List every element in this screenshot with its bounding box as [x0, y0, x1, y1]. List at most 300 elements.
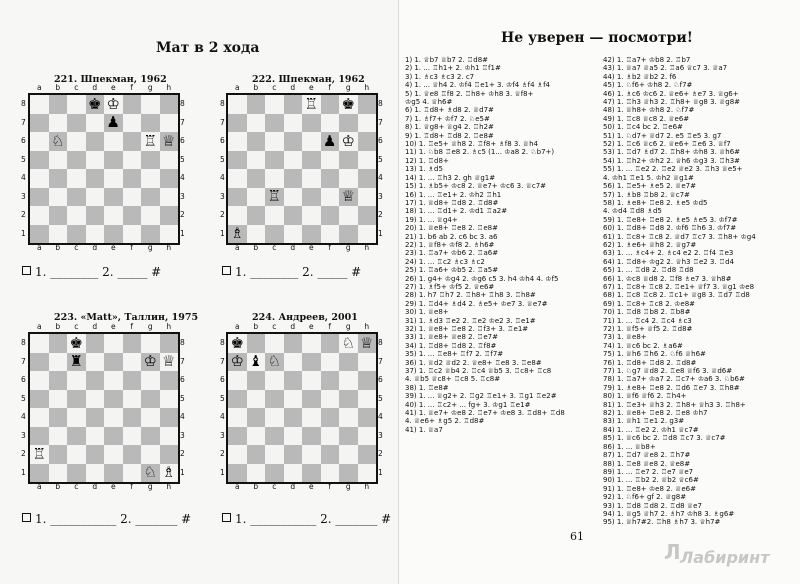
board-square-b7	[49, 114, 68, 133]
rank-label: 6	[180, 136, 185, 145]
rank-labels-right	[180, 95, 185, 243]
board-square-b3	[49, 188, 68, 207]
rank-label: 2	[378, 449, 383, 458]
file-label: g	[345, 83, 351, 92]
board-square-b3	[247, 427, 266, 446]
board-square-a5	[30, 151, 49, 170]
file-label: h	[364, 482, 370, 491]
solution-line: 16) 1. ... ♖e1+ 2. ♔h2 ♖h1	[405, 190, 502, 199]
solution-line: 14) 1. ... ♖h3 2. gh ♕g1#	[405, 173, 496, 182]
board-square-g3	[141, 427, 160, 446]
chess-piece-b6: ♘	[51, 131, 65, 150]
file-labels-bottom	[228, 482, 376, 491]
board-square-d7	[86, 353, 105, 372]
board-square-c2	[265, 206, 284, 225]
rank-label: 1	[378, 228, 383, 238]
board-square-d2	[86, 206, 105, 225]
board-square-d8	[86, 95, 105, 114]
board-square-a2	[228, 445, 247, 464]
board-square-e4	[104, 408, 123, 427]
chess-piece-f6: ♟	[323, 131, 337, 150]
board-square-d4	[86, 408, 105, 427]
rank-label: 3	[180, 191, 185, 201]
board-square-a6	[30, 132, 49, 151]
file-label: g	[147, 83, 153, 92]
chess-piece-g1: ♘	[143, 463, 157, 482]
board-square-c5	[67, 390, 86, 409]
solution-line: 35) 1. ... ♖e8+ ♖f7 2. ♖f7#	[405, 350, 504, 359]
solution-line: 85) 1. ♕c6 bc 2. ♖d8 ♖c7 3. ♕c7#	[603, 434, 726, 443]
rank-label: 2	[220, 449, 225, 458]
file-label: b	[55, 83, 61, 92]
board-square-f1	[123, 225, 142, 244]
board-square-f6	[321, 371, 340, 390]
board-square-e2	[104, 445, 123, 464]
file-label: c	[74, 243, 79, 252]
board-square-a6	[228, 371, 247, 390]
solution-line: 48) 1. ♕h8+ ♔h8 2. ♘f7#	[603, 106, 695, 115]
solution-line: 4. ♕e6+ ♗g5 2. ♖d8#	[405, 417, 485, 426]
board-square-d1	[86, 225, 105, 244]
board-square-h8	[160, 334, 179, 353]
board-square-g8	[339, 334, 358, 353]
solution-line: 78) 1. ♖a7+ ♔a7 2. ♖c7+ ♔a6 3. ♘b6#	[603, 375, 745, 384]
file-label: d	[92, 482, 98, 491]
file-label: e	[110, 322, 116, 331]
solution-line: 26) 1. g4+ ♔g4 2. ♔g6 c5 3. h4 ♔h4 4. ♔f5	[405, 274, 559, 283]
board-square-c3	[67, 188, 86, 207]
board-square-g5	[339, 390, 358, 409]
answer-line-222: 1. ________ 2. _____ #	[222, 265, 361, 279]
board-square-f5	[321, 390, 340, 409]
board-square-c2	[67, 206, 86, 225]
rank-labels-left	[21, 95, 26, 243]
solution-line: 1) 1. ♕b7 ♕b7 2. ♖d8#	[405, 56, 489, 64]
solution-line: 73) 1. ♕e8+	[603, 333, 647, 342]
rank-label: 6	[21, 136, 26, 145]
board-square-g2	[339, 445, 358, 464]
chess-piece-a2: ♖	[32, 444, 46, 463]
board-square-f3	[321, 188, 340, 207]
rank-label: 4	[21, 173, 26, 182]
board-square-b5	[247, 390, 266, 409]
board-square-b4	[247, 408, 266, 427]
rank-labels-right	[378, 334, 383, 482]
rank-label: 5	[21, 154, 26, 164]
board-square-a3	[228, 188, 247, 207]
board-square-e8	[302, 95, 321, 114]
solution-line: 47) 1. ♖h3 ♕h3 2. ♖h8+ ♕g8 3. ♕g8#	[603, 98, 741, 107]
solution-line: 7) 1. ♗f7+ ♔f7 2. ♘e5#	[405, 114, 490, 123]
file-label: c	[272, 243, 277, 252]
file-labels-bottom	[30, 482, 178, 491]
solution-line: 69) 1. ♖c8+ ♖c8 2. ♔e8#	[603, 299, 696, 308]
board-square-g8	[339, 95, 358, 114]
solution-line: 4. ♕b5 ♕c8+ ♖c8 5. ♖c8#	[405, 375, 501, 384]
rank-label: 5	[378, 393, 383, 403]
rank-labels-right	[180, 334, 185, 482]
checkbox-222[interactable]	[222, 266, 231, 275]
page-number: 61	[570, 530, 584, 543]
solution-line: 70) 1. ♖d8 ♖b8 2. ♖b8#	[603, 308, 691, 317]
file-label: g	[345, 243, 351, 252]
chess-piece-d8: ♚	[88, 94, 102, 113]
rank-label: 5	[378, 154, 383, 164]
solution-line: 38) 1. ♖e8#	[405, 383, 449, 392]
file-label: c	[272, 482, 277, 491]
board-square-g1	[141, 225, 160, 244]
board-square-h2	[160, 445, 179, 464]
file-label: e	[308, 322, 314, 331]
rank-labels-left	[220, 334, 225, 482]
solution-line: 19) 1. ... ♕g4+	[405, 215, 458, 224]
board-square-h7	[160, 114, 179, 133]
solution-line: 39) 1. ... ♕g2+ 2. ♖g2 ♖e1+ 3. ♖g1 ♖e2#	[405, 392, 557, 401]
file-label: e	[308, 83, 314, 92]
board-square-f7	[123, 353, 142, 372]
solution-line: 81) 1. ♖e3+ ♕h3 2. ♖h8+ ♕h3 3. ♖h8+	[603, 400, 746, 409]
board-square-h6	[160, 132, 179, 151]
solution-line: 87) 1. ♖d7 ♕e8 2. ♖h7#	[603, 451, 691, 460]
file-label: a	[234, 322, 240, 331]
solution-line: 74) 1. ♕c6 bc 2. ♗a6#	[603, 341, 683, 350]
file-label: b	[253, 322, 259, 331]
board-square-g6	[339, 132, 358, 151]
board-square-b8	[49, 95, 68, 114]
board-square-f2	[321, 206, 340, 225]
solution-line: 62) 1. ♗e6+ ♕h8 2. ♕g7#	[603, 240, 697, 249]
board-square-c8	[265, 334, 284, 353]
file-label: g	[147, 243, 153, 252]
board-square-a8	[228, 95, 247, 114]
board-square-g5	[141, 151, 160, 170]
chess-piece-b7: ♝	[249, 352, 263, 371]
board-square-e8	[302, 334, 321, 353]
board-square-a8	[30, 95, 49, 114]
solution-line: 94) 1. ♕g5 ♕h7 2. ♗h7 ♔h8 3. ♗g6#	[603, 509, 735, 518]
file-label: c	[272, 83, 277, 92]
board-square-e4	[302, 169, 321, 188]
board-square-f8	[123, 95, 142, 114]
rank-label: 4	[378, 173, 383, 182]
board-square-f8	[321, 334, 340, 353]
solution-line: 6) 1. ♖d8+ ♗d8 2. ♕d7#	[405, 106, 494, 115]
board-square-a7	[228, 353, 247, 372]
board-square-g6	[141, 371, 160, 390]
chess-board-224	[226, 332, 378, 484]
chess-piece-g6: ♖	[143, 131, 157, 150]
rank-label: 3	[180, 430, 185, 440]
board-square-f8	[123, 334, 142, 353]
board-square-c3	[67, 427, 86, 446]
board-square-c4	[265, 408, 284, 427]
board-square-d4	[284, 169, 303, 188]
solution-line: 13) 1. ♗d5	[405, 165, 443, 174]
board-square-d8	[284, 334, 303, 353]
solution-line: 33) 1. ♕e8+ ♕e8 2. ♖e7#	[405, 333, 498, 342]
board-square-d2	[86, 445, 105, 464]
solution-line: 77) 1. ♘g7 ♕d8 2. ♖e8 ♕f6 3. ♕d6#	[603, 367, 733, 376]
rank-label: 2	[378, 210, 383, 219]
file-label: g	[147, 482, 153, 491]
board-square-f3	[321, 427, 340, 446]
chess-piece-g3: ♕	[341, 187, 355, 206]
solution-line: 63) 1. ... ♗c4+ 2. ♗c4 e2 2. ♖f4 ♖e3	[603, 249, 734, 258]
board-square-e5	[302, 390, 321, 409]
board-square-g7	[141, 114, 160, 133]
board-square-g7	[141, 353, 160, 372]
answer-line-224: 1. ___________ 2. _______ #	[222, 512, 391, 526]
file-label: d	[290, 482, 296, 491]
solution-line: 9) 1. ♖d8+ ♖d8 2. ♖e8#	[405, 131, 494, 140]
solution-line: 80) 1. ♕f6 ♕f6 2. ♖h4+	[603, 392, 687, 401]
solution-line: 61) 1. ♖c8+ ♖c8 2. ♕d7 ♖c7 3. ♖h8+ ♔g4	[603, 232, 756, 241]
board-square-g3	[339, 427, 358, 446]
board-square-h7	[358, 114, 377, 133]
board-square-f3	[123, 188, 142, 207]
board-square-d1	[284, 225, 303, 244]
solution-line: 15) 1. ♗b5+ ♔c8 2. ♕e7+ ♔c6 3. ♕c7#	[405, 182, 547, 191]
chess-piece-e8: ♔	[106, 94, 120, 113]
board-square-h8	[358, 95, 377, 114]
rank-label: 8	[378, 338, 383, 347]
solution-line: 11) 1. ♘b8 ♖e8 2. ♗c5 (1... ♔a8 2. ♘b7+)	[405, 148, 555, 157]
rank-label: 2	[180, 210, 185, 219]
board-square-g1	[141, 464, 160, 483]
rank-label: 2	[21, 210, 26, 219]
file-label: c	[272, 322, 277, 331]
solution-line: 17) 1. ♕d8+ ♖d8 2. ♖d8#	[405, 198, 499, 207]
solution-line: 59) 1. ♖e8+ ♖e8 2. ♗e5 ♗e5 3. ♔f7#	[603, 215, 738, 224]
board-square-c1	[265, 464, 284, 483]
file-label: a	[36, 243, 42, 252]
solution-line: 60) 1. ♖d8+ ♖d8 2. ♔f6 ♖h6 3. ♔f7#	[603, 224, 737, 233]
rank-label: 7	[21, 117, 26, 127]
board-square-d3	[284, 427, 303, 446]
solution-line: 37) 1. ♖c2 ♕b4 2. ♖c4 ♕b5 3. ♖c8+ ♖c8	[405, 367, 552, 376]
board-square-f2	[123, 206, 142, 225]
rank-label: 7	[220, 356, 225, 366]
file-label: h	[364, 243, 370, 252]
board-square-h4	[358, 169, 377, 188]
board-square-a7	[30, 114, 49, 133]
solution-line: 5) 1. ♕e8 ♖f8 2. ♖h8+ ♔h8 3. ♕f8+	[405, 89, 534, 98]
solution-line: 25) 1. ♖a6+ ♔b5 2. ♖a5#	[405, 266, 499, 275]
file-label: f	[130, 482, 134, 491]
rank-label: 1	[220, 467, 225, 477]
labirint-logo-icon: Л	[664, 540, 681, 564]
board-square-f4	[321, 169, 340, 188]
rank-label: 7	[21, 356, 26, 366]
file-label: b	[253, 243, 259, 252]
board-square-c6	[67, 371, 86, 390]
solution-line: 53) 1. ♖d7 ♗d7 2. ♖h8+ ♔h8 3. ♕h6#	[603, 148, 741, 157]
board-square-b2	[247, 206, 266, 225]
solution-line: 44) 1. ♗b2 ♕b2 2. f6	[603, 72, 677, 81]
board-square-g5	[339, 151, 358, 170]
board-square-a1	[228, 464, 247, 483]
rank-label: 5	[180, 393, 185, 403]
chess-piece-a8: ♚	[230, 333, 244, 352]
solution-line: 49) 1. ♖c8 ♕c8 2. ♕e6#	[603, 114, 690, 123]
rank-label: 6	[180, 375, 185, 384]
board-square-e7	[302, 353, 321, 372]
file-label: g	[345, 322, 351, 331]
board-square-b5	[247, 151, 266, 170]
solution-line: 67) 1. ♖c8+ ♖c8 2. ♖e1+ ♕f7 3. ♕g1 ♔e8	[603, 282, 755, 291]
right-page	[399, 0, 800, 584]
rank-label: 7	[180, 356, 185, 366]
file-label: e	[110, 482, 116, 491]
chess-piece-h1: ♗	[162, 463, 176, 482]
board-square-d7	[86, 114, 105, 133]
checkbox-221[interactable]	[22, 266, 31, 275]
board-square-h7	[358, 353, 377, 372]
solution-line: 27) 1. ♗f5+ ♔f5 2. ♕e6#	[405, 282, 495, 291]
board-square-h6	[358, 371, 377, 390]
solution-line: 79) 1. ♗e8+ ♖e8 2. ♖d6 ♖e7 3. ♖h8#	[603, 383, 740, 392]
board-square-b2	[247, 445, 266, 464]
chess-piece-c8: ♚	[69, 333, 83, 352]
file-label: f	[130, 243, 134, 252]
board-square-f7	[123, 114, 142, 133]
board-square-g8	[141, 334, 160, 353]
board-square-a7	[30, 353, 49, 372]
solution-line: 30) 1. ♕e8+	[405, 308, 449, 317]
board-square-e6	[302, 371, 321, 390]
board-square-e5	[104, 390, 123, 409]
board-square-b4	[49, 408, 68, 427]
chess-piece-g8: ♚	[341, 94, 355, 113]
board-square-b2	[49, 206, 68, 225]
solution-line: 41) 1. ♕e7+ ♔e8 2. ♖e7+ ♔e8 3. ♖d8+ ♖d8	[405, 409, 565, 418]
board-square-h7	[160, 353, 179, 372]
board-square-d5	[284, 151, 303, 170]
board-square-f4	[321, 408, 340, 427]
board-square-d7	[284, 114, 303, 133]
file-label: f	[328, 322, 332, 331]
chess-piece-c7: ♘	[267, 352, 281, 371]
board-square-c1	[67, 225, 86, 244]
chess-piece-h6: ♕	[162, 131, 176, 150]
board-square-a3	[30, 188, 49, 207]
solution-line: 56) 1. ♖e5+ ♗e5 2. ♕e7#	[603, 182, 696, 191]
solution-line: 91) 1. ♖e8+ ♔e8 2. ♕e6#	[603, 484, 696, 493]
board-square-g3	[339, 188, 358, 207]
board-square-g5	[141, 390, 160, 409]
board-square-c4	[67, 408, 86, 427]
board-square-b8	[247, 334, 266, 353]
board-square-c4	[265, 169, 284, 188]
answer-line-223: 1. ___________ 2. _______ #	[22, 512, 191, 526]
rank-label: 7	[180, 117, 185, 127]
board-square-b1	[247, 225, 266, 244]
board-square-h4	[160, 169, 179, 188]
board-square-f5	[321, 151, 340, 170]
solution-line: 52) 1. ♖c6 ♕c6 2. ♕e6+ ♖e6 3. ♕f7	[603, 140, 731, 149]
solution-line: 45) 1. ♘f6+ ♔h8 2. ♘f7#	[603, 81, 693, 90]
file-label: g	[345, 482, 351, 491]
rank-label: 6	[220, 136, 225, 145]
board-square-h6	[358, 132, 377, 151]
file-labels-top	[228, 322, 376, 331]
checkbox-224[interactable]	[222, 513, 231, 522]
board-square-c2	[265, 445, 284, 464]
solution-line: 88) 1. ♖e8 ♕e8 2. ♕e8#	[603, 459, 691, 468]
board-square-d8	[284, 95, 303, 114]
file-label: e	[308, 482, 314, 491]
board-square-a8	[228, 334, 247, 353]
file-label: d	[92, 322, 98, 331]
solution-line: 86) 1. ... ♕b8+	[603, 442, 656, 451]
board-square-e1	[302, 464, 321, 483]
file-labels-top	[30, 83, 178, 92]
rank-label: 3	[220, 191, 225, 201]
rank-label: 2	[220, 210, 225, 219]
file-label: d	[290, 322, 296, 331]
chess-board-221	[28, 93, 180, 245]
file-label: b	[253, 83, 259, 92]
board-square-e2	[104, 206, 123, 225]
solution-line: 36) 1. ♕d2 ♕d2 2. ♕e8+ ♖e8 3. ♖e8#	[405, 358, 542, 367]
board-square-d3	[86, 188, 105, 207]
file-label: e	[308, 243, 314, 252]
board-square-e2	[302, 445, 321, 464]
solution-line: 34) 1. ♖d8+ ♖d8 2. ♖f8#	[405, 341, 497, 350]
rank-label: 8	[220, 338, 225, 347]
board-square-g2	[141, 206, 160, 225]
answer-line-221: 1. ________ 2. _____ #	[22, 265, 161, 279]
board-square-g4	[141, 408, 160, 427]
left-page-title: Мат в 2 хода	[156, 40, 260, 56]
board-square-e6	[302, 132, 321, 151]
board-square-c5	[265, 390, 284, 409]
board-square-b7	[49, 353, 68, 372]
board-square-f4	[123, 408, 142, 427]
board-square-e3	[302, 427, 321, 446]
board-square-d4	[284, 408, 303, 427]
board-square-f1	[321, 225, 340, 244]
rank-label: 3	[220, 430, 225, 440]
file-label: f	[130, 322, 134, 331]
solution-line: 68) 1. ♖c8 ♖c8 2. ♖c1+ ♕g8 3. ♖d7 ♖d8	[603, 291, 750, 300]
file-label: a	[234, 482, 240, 491]
file-label: a	[36, 482, 42, 491]
board-square-d2	[284, 206, 303, 225]
board-square-d6	[284, 132, 303, 151]
board-square-e6	[104, 371, 123, 390]
file-label: c	[74, 83, 79, 92]
rank-label: 5	[220, 393, 225, 403]
board-square-e4	[302, 408, 321, 427]
file-label: b	[55, 322, 61, 331]
solution-line: 89) 1. ... ♖e7 2. ♖e7 ♕e7	[603, 467, 694, 476]
rank-label: 1	[180, 228, 185, 238]
solution-line: 24) 1. ... ♖c2 ♗c3 ♗c2	[405, 257, 485, 266]
board-square-g8	[141, 95, 160, 114]
chess-piece-e8: ♖	[304, 94, 318, 113]
board-square-a2	[228, 206, 247, 225]
solution-line: 21) 1. b6 ab 2. c6 bc 3. a6	[405, 232, 498, 241]
solution-line: 41) 1. ♕a7	[405, 425, 443, 434]
solution-line: 22) 1. ♕f8+ ♔f8 2. ♗h6#	[405, 240, 495, 249]
right-page-title: Не уверен — посмотри!	[501, 30, 693, 46]
board-square-g7	[339, 353, 358, 372]
checkbox-223[interactable]	[22, 513, 31, 522]
chess-piece-c3: ♖	[267, 187, 281, 206]
board-square-b7	[247, 114, 266, 133]
board-square-a2	[30, 206, 49, 225]
